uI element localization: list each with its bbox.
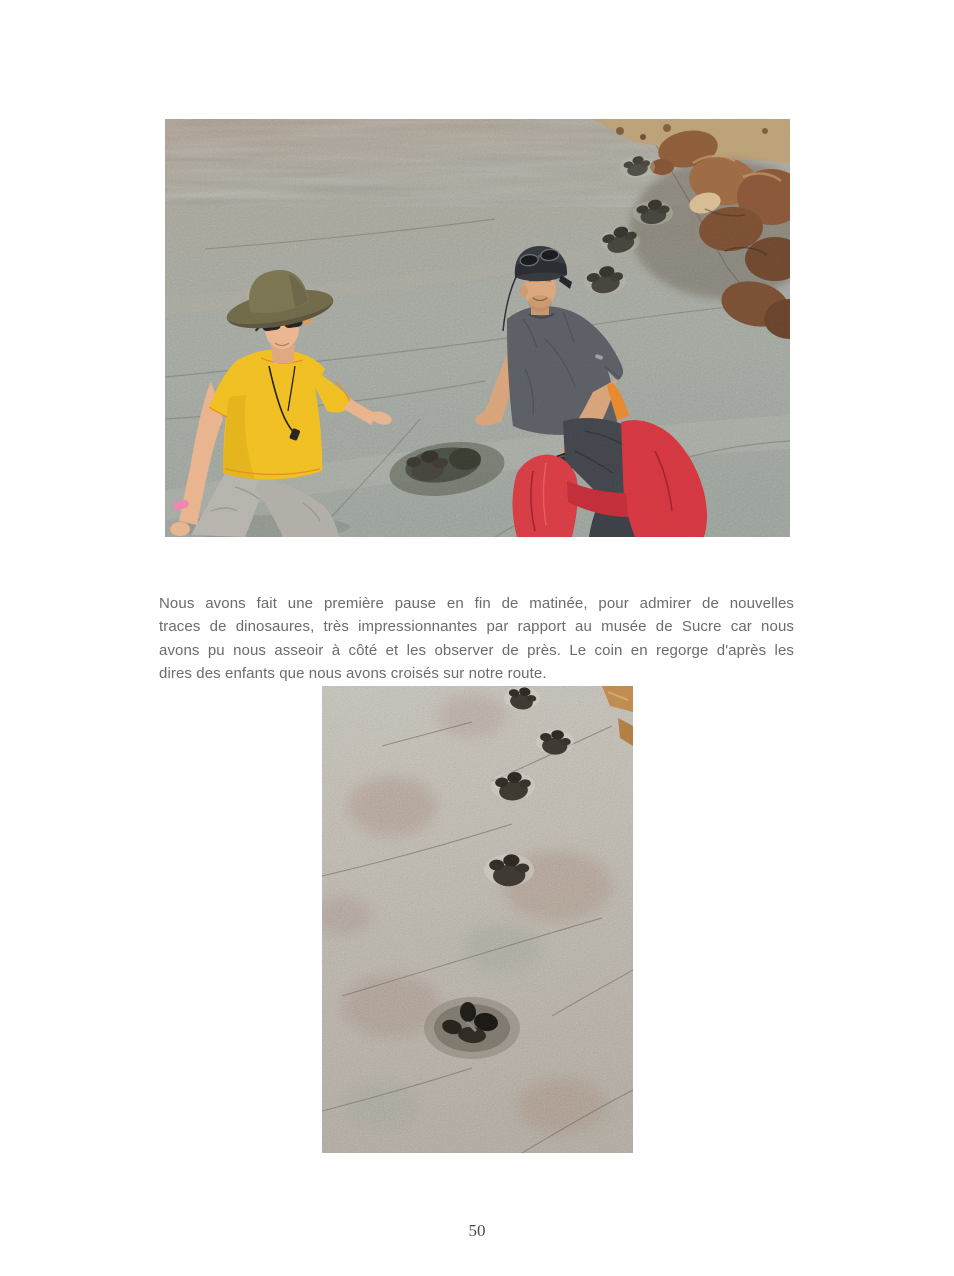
photo-footprint-trail — [322, 686, 633, 1153]
paragraph-line: avons pu nous asseoir à côté et les observer de près. Le coin en regorge d'après les — [159, 641, 794, 659]
paragraph-line: Nous avons fait une première pause en fin de matinée, pour admirer de nouvelles — [159, 595, 794, 612]
photo-dino-site-people — [165, 119, 790, 537]
paragraph-line: traces de dinosaures, très impressionnantes par rapport au musée de Sucre car nous — [159, 618, 794, 636]
page-number: 50 — [468, 1221, 486, 1240]
body-paragraph — [159, 592, 794, 686]
paragraph-line: dires des enfants que nous avons croisés sur notre route. — [159, 665, 547, 683]
